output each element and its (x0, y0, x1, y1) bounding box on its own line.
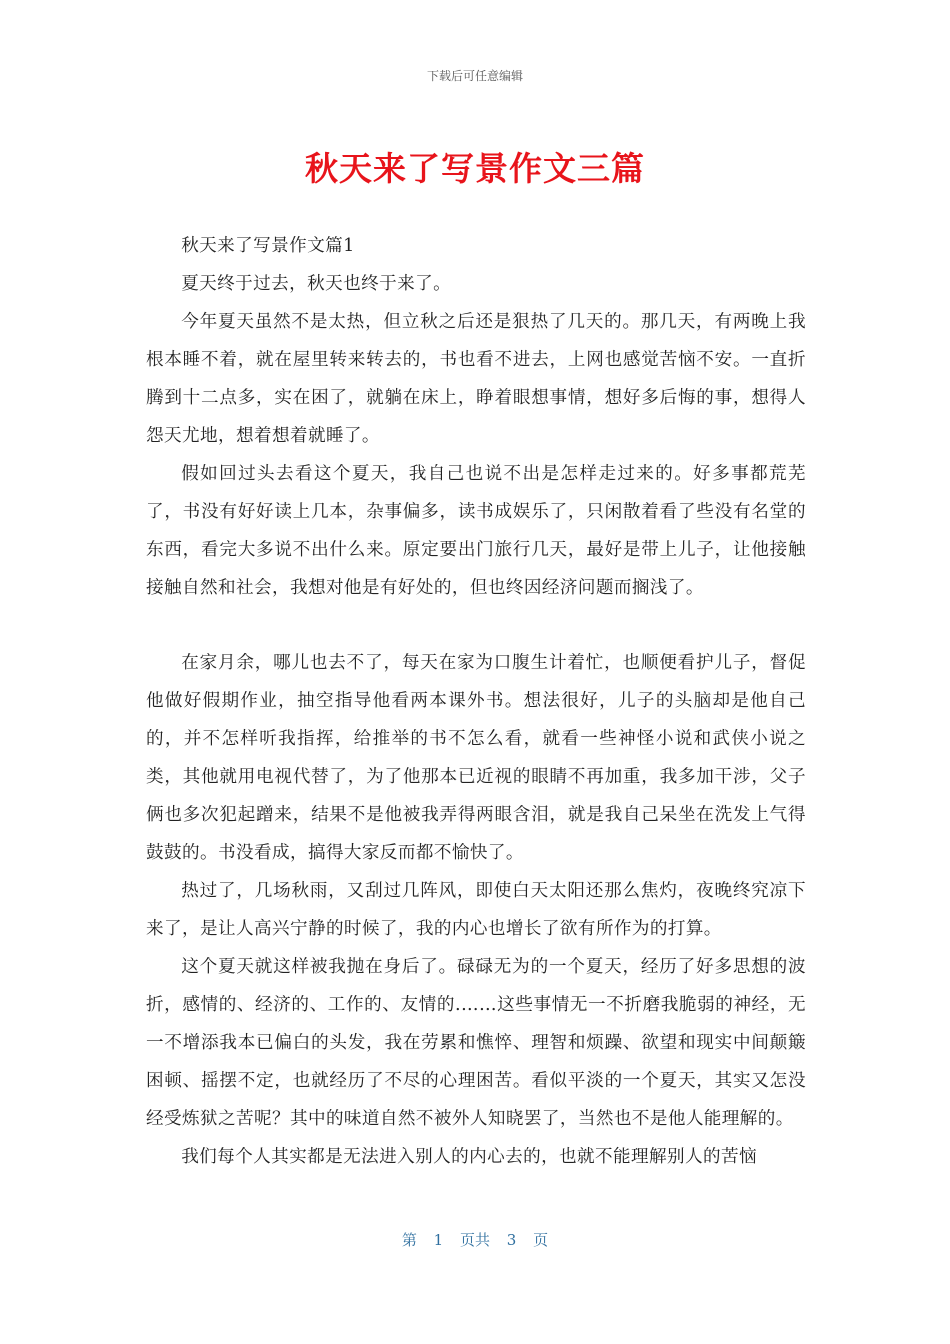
footer-prefix: 第 (401, 1231, 417, 1249)
header-note: 下载后可任意编辑 (426, 69, 523, 83)
paragraph: 我们每个人其实都是无法进入别人的内心去的，也就不能理解别人的苦恼 (181, 1147, 757, 1167)
body-text (146, 227, 806, 1176)
footer-total-pages: 3 (506, 1231, 517, 1249)
page-footer (0, 1229, 950, 1250)
paragraph: 这个夏天就这样被我抛在身后了。碌碌无为的一个夏天，经历了好多思想的波折，感情的、经济的、工作的、友情的.……这些事情无一不折磨我脆弱的神经，无一不增添我本已偏白的头发，我在劳累和憔悴、理智和烦躁、欲望和现实中间颠簸困顿、摇摆不定，也就经历了不尽的心理困苦。看似平淡的一个夏天，其实又怎没经受炼狱之苦呢？其中的味道自然不被外人知晓罢了，当然也不是他人能理解的。 (146, 957, 806, 1129)
section-heading: 秋天来了写景作文篇1 (181, 236, 355, 256)
paragraph: 假如回过头去看这个夏天，我自己也说不出是怎样走过来的。好多事都荒芜了，书没有好好读上几本，杂事偏多，读书成娱乐了，只闲散着看了些没有名堂的东西，看完大多说不出什么来。原定要出门旅行几天，最好是带上儿子，让他接触接触自然和社会，我想对他是有好处的，但也终因经济问题而搁浅了。 (146, 464, 806, 598)
footer-page-number: 1 (433, 1231, 444, 1249)
paragraph: 今年夏天虽然不是太热，但立秋之后还是狠热了几天的。那几天，有两晚上我根本睡不着，就在屋里转来转去的，书也看不进去，上网也感觉苦恼不安。一直折腾到十二点多，实在困了，就躺在床上，睁着眼想事情，想好多后悔的事，想得人怨天尤地，想着想着就睡了。 (146, 312, 806, 446)
footer-suffix: 页 (533, 1231, 549, 1249)
paragraph: 夏天终于过去，秋天也终于来了。 (181, 274, 452, 294)
paragraph: 在家月余，哪儿也去不了，每天在家为口腹生计着忙，也顺便看护儿子，督促他做好假期作业，抽空指导他看两本课外书。想法很好，儿子的头脑却是他自己的，并不怎样听我指挥，给推举的书不怎么看，就看一些神怪小说和武侠小说之类，其他就用电视代替了，为了他那本已近视的眼睛不再加重，我多加干涉，父子俩也多次犯起蹭来，结果不是他被我弄得两眼含泪，就是我自己呆坐在洗发上气得鼓鼓的。书没看成，搞得大家反而都不愉快了。 (146, 653, 806, 863)
document-title: 秋天来了写景作文三篇 (305, 149, 645, 188)
footer-middle: 页共 (459, 1231, 490, 1249)
paragraph: 热过了，几场秋雨，又刮过几阵风，即使白天太阳还那么焦灼，夜晚终究凉下来了，是让人高兴宁静的时候了，我的内心也增长了欲有所作为的打算。 (146, 881, 806, 939)
